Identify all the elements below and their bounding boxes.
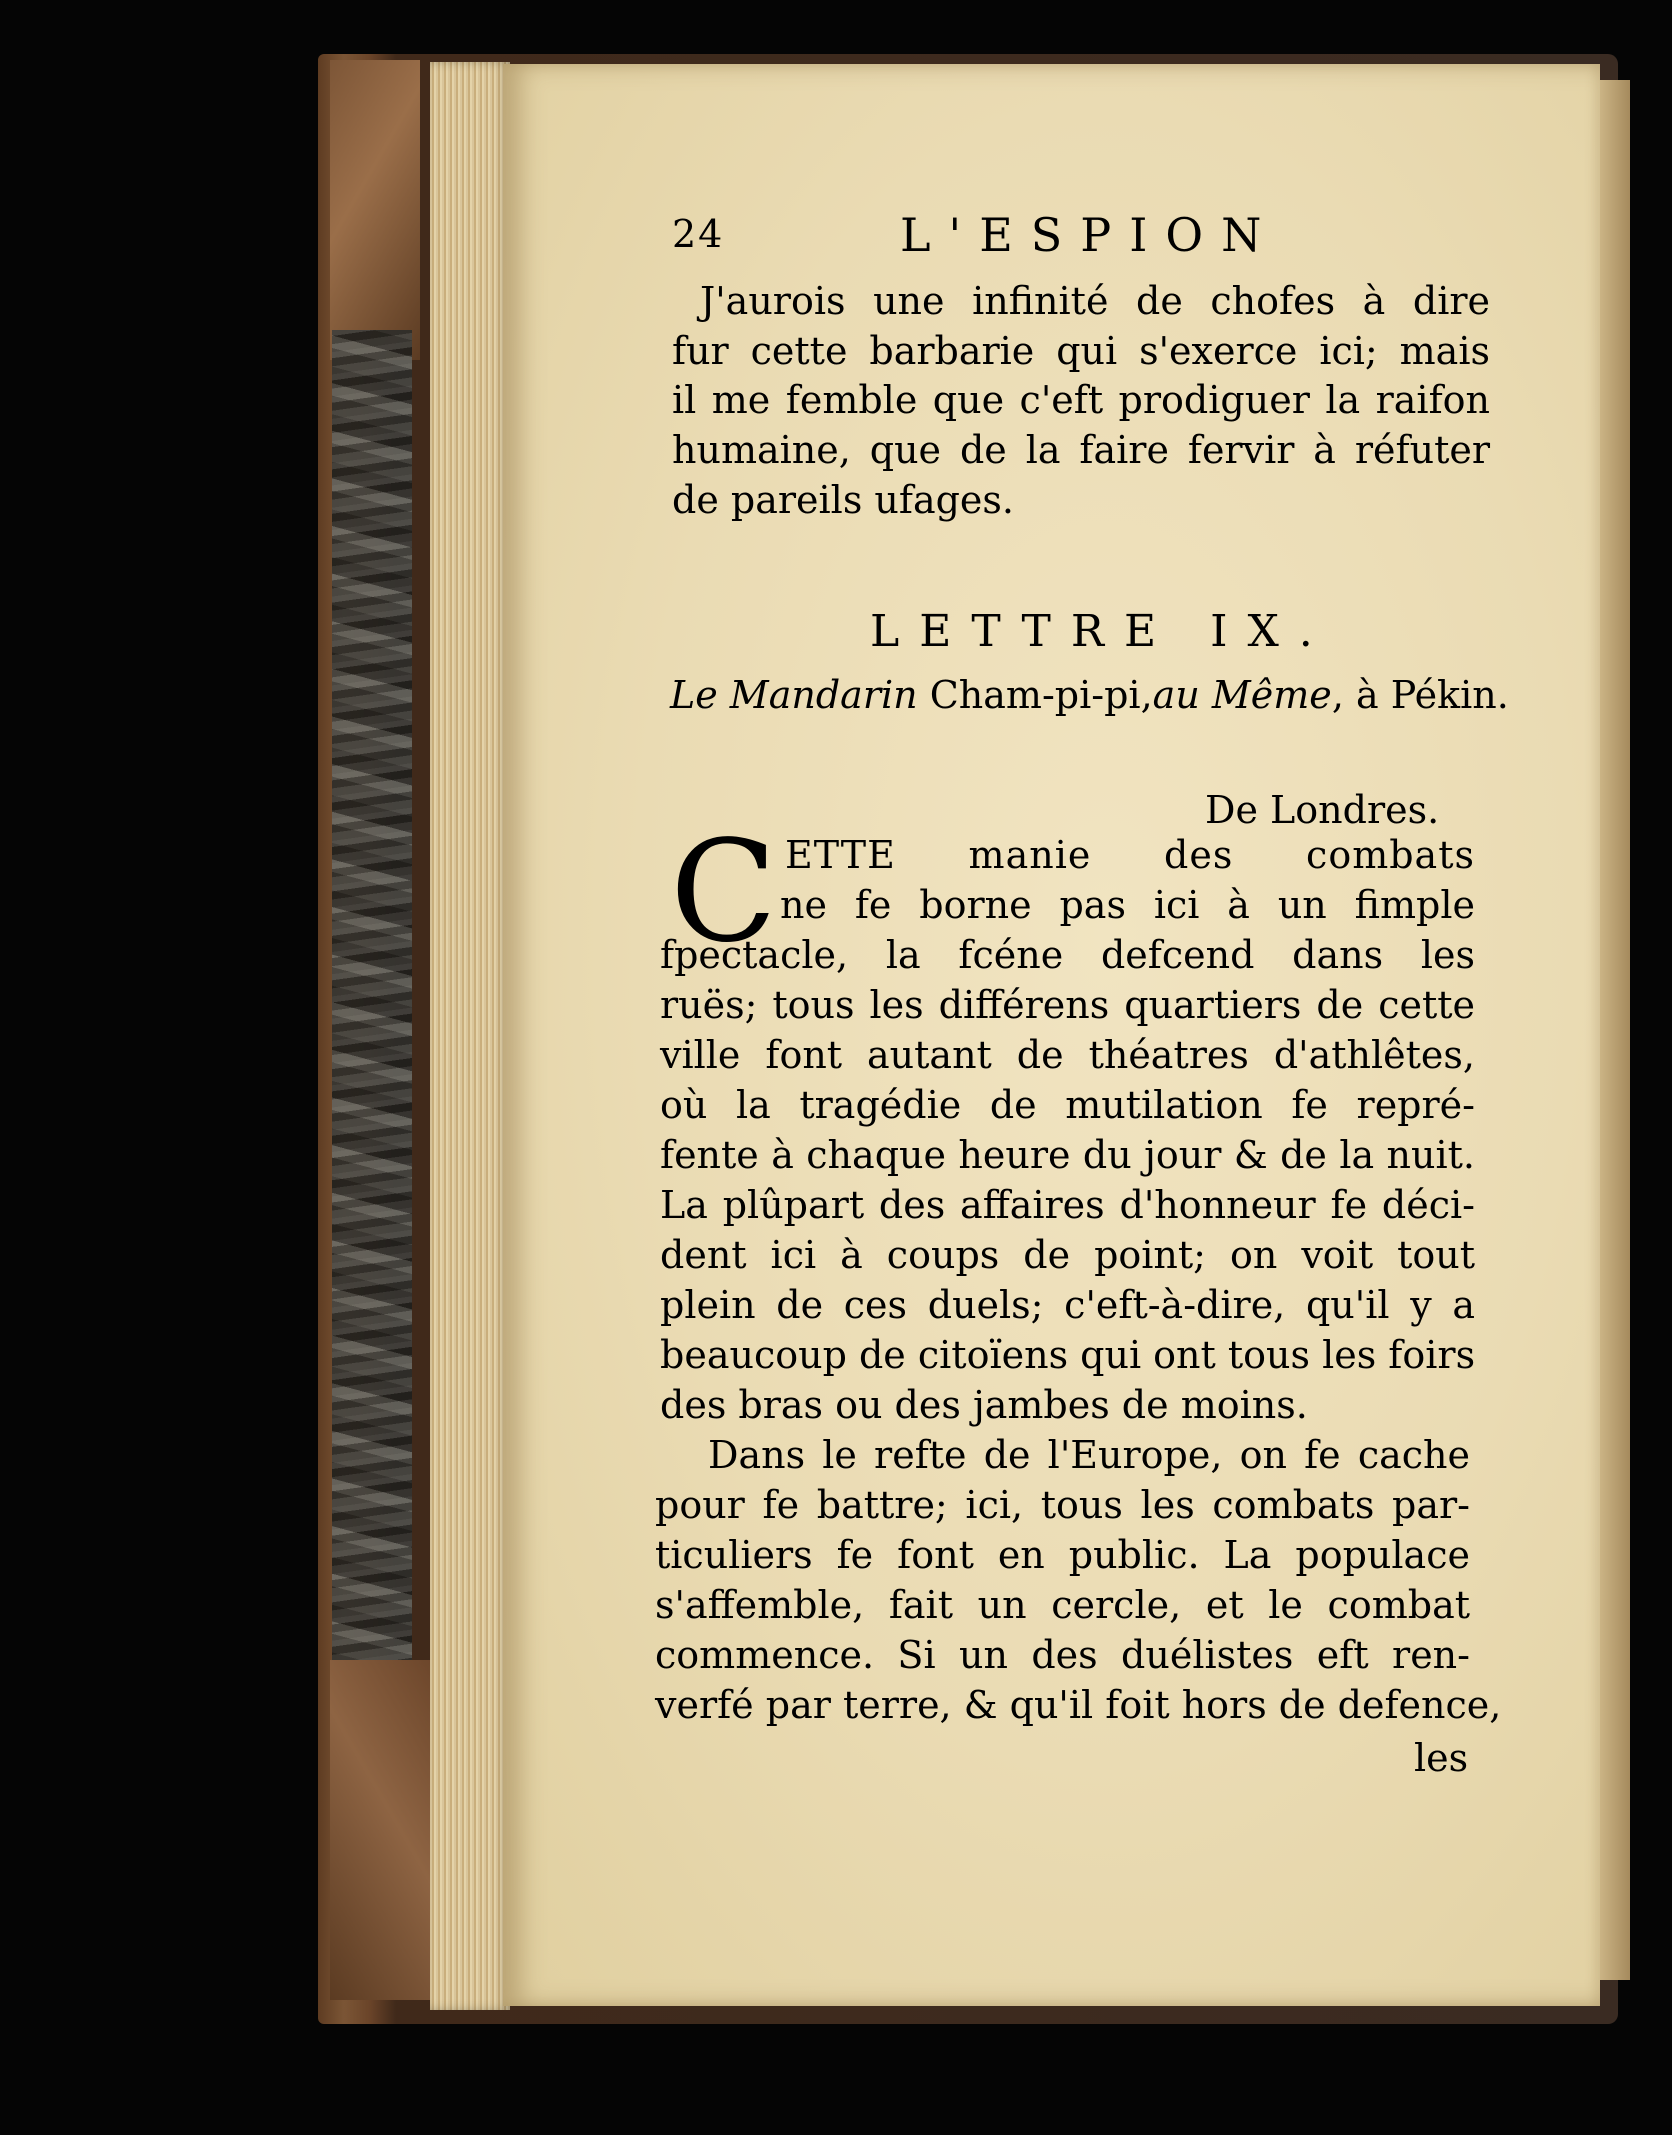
leather-corner-bottom bbox=[330, 1660, 440, 2000]
text-line: pour fe battre; ici, tous les combats par- bbox=[655, 1483, 1470, 1527]
text-line: ETTE manie des combats bbox=[785, 833, 1475, 877]
text-line: Dans le refte de l'Europe, on fe cache bbox=[708, 1433, 1470, 1477]
salutation-sender: Cham-pi-pi, bbox=[917, 673, 1153, 717]
leather-corner-top bbox=[330, 60, 420, 360]
text-line: ne fe borne pas ici à un fimple bbox=[780, 883, 1475, 927]
text-line: ticuliers fe font en public. La populace bbox=[655, 1533, 1470, 1577]
page-edges bbox=[430, 62, 510, 2010]
text-line: La plûpart des affaires d'honneur fe déci- bbox=[660, 1183, 1475, 1227]
letter-heading: LETTRE IX. bbox=[870, 606, 1333, 657]
salutation-destination: , à Pékin. bbox=[1331, 673, 1509, 717]
drop-cap: C bbox=[670, 811, 778, 974]
catchword: les bbox=[1414, 1736, 1469, 1780]
text-line: ville font autant de théatres d'athlêtes, bbox=[660, 1033, 1475, 1077]
letter-salutation bbox=[670, 673, 1509, 717]
text-line: il me femble que c'eft prodiguer la raifon bbox=[672, 378, 1490, 422]
page-number: 24 bbox=[672, 212, 725, 256]
text-line: J'aurois une infinité de chofes à dire bbox=[700, 279, 1490, 323]
text-line: beaucoup de citoïens qui ont tous les foirs bbox=[660, 1333, 1476, 1377]
text-line: fur cette barbarie qui s'exerce ici; mais bbox=[672, 329, 1490, 373]
text-line: ruës; tous les différens quartiers de cette bbox=[660, 983, 1475, 1027]
text-line: des bras ou des jambes de moins. bbox=[660, 1383, 1308, 1427]
text-line: fente à chaque heure du jour & de la nuit. bbox=[660, 1133, 1475, 1177]
marbled-board bbox=[332, 330, 412, 1700]
text-line: fpectacle, la fcéne defcend dans les bbox=[660, 933, 1475, 977]
text-line: de pareils ufages. bbox=[672, 478, 1014, 522]
text-line: dent ici à coups de point; on voit tout bbox=[660, 1233, 1475, 1277]
letter-place: De Londres. bbox=[1205, 788, 1440, 832]
salutation-sender-title: Le Mandarin bbox=[670, 673, 918, 717]
text-line: humaine, que de la faire fervir à réfuter bbox=[672, 428, 1490, 472]
text-line: où la tragédie de mutilation fe repré- bbox=[660, 1083, 1475, 1127]
text-line: verfé par terre, & qu'il foit hors de defence, bbox=[655, 1683, 1502, 1727]
text-line: plein de ces duels; c'eft-à-dire, qu'il y a bbox=[660, 1283, 1475, 1327]
salutation-recipient: au Même bbox=[1152, 673, 1332, 717]
running-title: L'ESPION bbox=[900, 208, 1280, 262]
text-line: s'affemble, fait un cercle, et le combat bbox=[655, 1583, 1470, 1627]
facing-page-edge bbox=[1600, 80, 1630, 1980]
text-line: commence. Si un des duélistes eft ren- bbox=[655, 1633, 1470, 1677]
